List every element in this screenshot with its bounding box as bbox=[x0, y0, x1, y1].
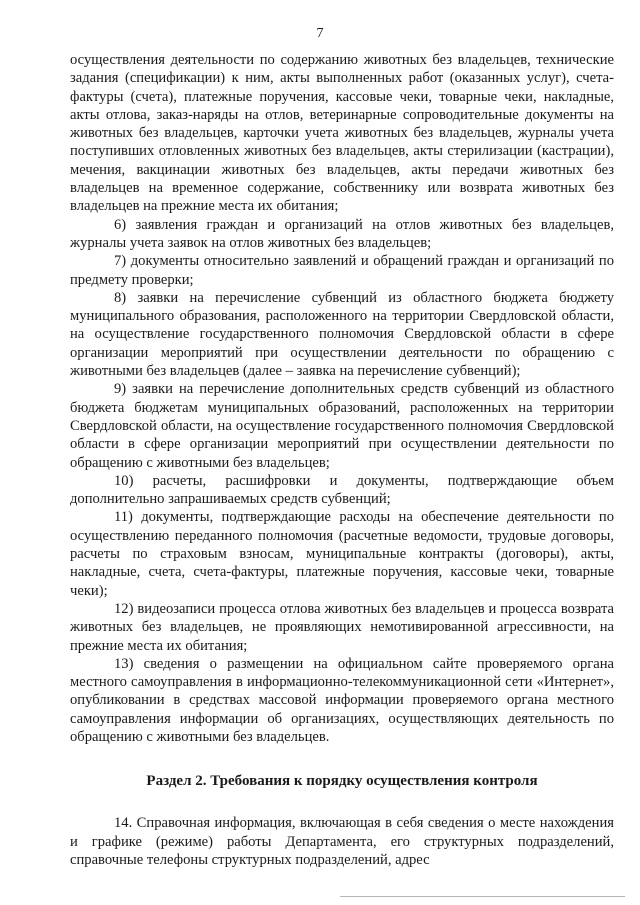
page-number: 7 bbox=[316, 26, 324, 41]
list-item-9: 9) заявки на перечисление дополнительных средств субвенций из областного бюджета бюджетам муниципальных образований, расположенных на территории Свердловской области, на осуществление государственного полномочия Свердловской области в сфере организации мероприятий при осуществлении деятельности по обращению с животными без владельцев; bbox=[70, 381, 614, 471]
paragraph-list bbox=[70, 51, 614, 746]
list-item-11: 11) документы, подтверждающие расходы на обеспечение деятельности по осуществлению переданного полномочия (расчетные ведомости, трудовые договоры, расчеты по страховым взносам, муниципальные контракты (договоры), акты, накладные, счета, счета-фактуры, платежные поручения, кассовые чеки, товарные чеки); bbox=[70, 509, 614, 599]
list-item-8: 8) заявки на перечисление субвенций из областного бюджета бюджету муниципального образования, расположенного на территории Свердловской области, на осуществление государственного полномочия Свердловской области в сфере организации мероприятий при осуществлении деятельности по обращению с животными без владельцев (далее – заявка на перечисление субвенций); bbox=[70, 289, 614, 380]
list-item-7: 7) документы относительно заявлений и обращений граждан и организаций по предмету проверки; bbox=[70, 253, 614, 288]
paragraph-14: 14. Справочная информация, включающая в себя сведения о месте нахождения и графике (режиме) работы Департамента, его структурных подразделений, справочные телефоны структурных подразделений, адрес bbox=[70, 815, 614, 868]
paragraph-continuation: осуществления деятельности по содержанию животных без владельцев, технические задания (спецификации) к ним, акты выполненных работ (оказанных услуг), счета-фактуры (счета), платежные поручения, кассовые чеки, товарные чеки, накладные, акты отлова, заказ-наряды на отлов, ветеринарные сопроводительные документы на животных без владельцев, карточки учета животных без владельцев, журналы учета поступивших отловленных животных без владельцев, акты стерилизации (кастрации), мечения, вакцинации животных без владельцев, акты передачи животных без владельцев на временное содержание, собственнику или возврата животных без владельцев на прежние места их обитания; bbox=[70, 52, 614, 215]
document-body bbox=[70, 51, 614, 869]
section-title: Раздел 2. Требования к порядку осуществления контроля bbox=[146, 773, 538, 790]
scan-edge-line bbox=[340, 896, 625, 897]
list-item-12: 12) видеозаписи процесса отлова животных без владельцев и процесса возврата животных без владельцев, не проявляющих немотивированной агрессивности, на прежние места их обитания; bbox=[70, 600, 614, 654]
list-item-10: 10) расчеты, расшифровки и документы, подтверждающие объем дополнительно запрашиваемых средств субвенций; bbox=[70, 472, 614, 508]
list-item-13: 13) сведения о размещении на официальном сайте проверяемого органа местного самоуправления в информационно-телекоммуникационной сети «Интернет», опубликовании в средствах массовой информации проверяемого органа местного самоуправления информации об организациях, осуществляющих деятельность по обращению с животными без владельцев. bbox=[70, 655, 614, 745]
list-item-6: 6) заявления граждан и организаций на отлов животных без владельцев, журналы учета заявок на отлов животных без владельцев; bbox=[70, 216, 614, 251]
